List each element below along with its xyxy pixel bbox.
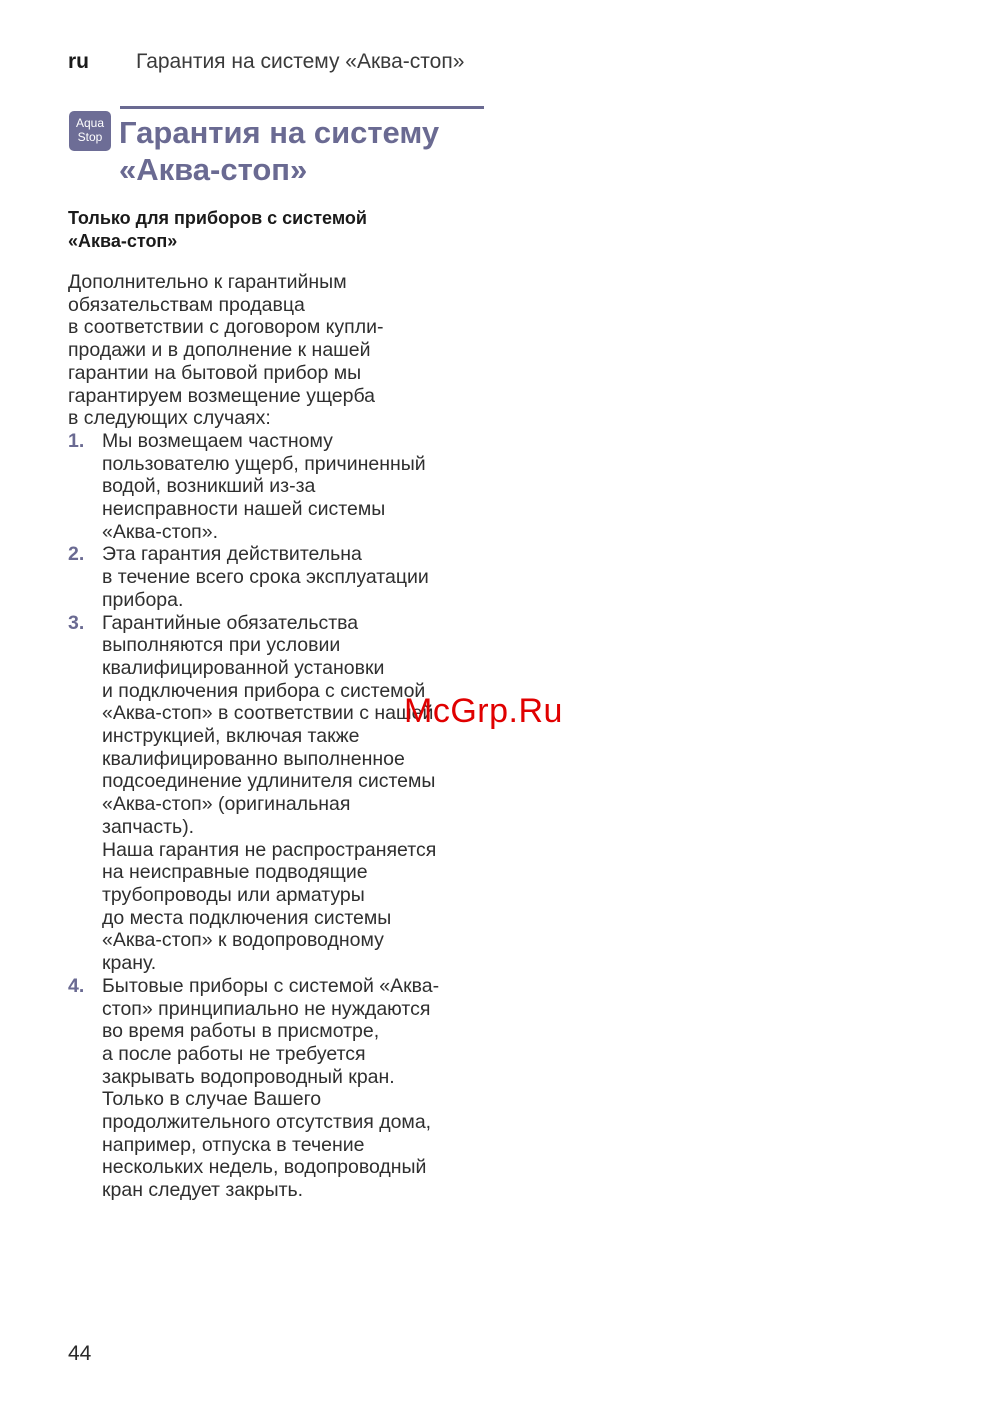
intro-line: в следующих случаях:: [68, 407, 271, 430]
list-line: до места подключения системы: [102, 906, 392, 929]
list-line: трубопроводы или арматуры: [102, 883, 365, 906]
badge-line-stop: Stop: [77, 130, 103, 144]
list-line: в течение всего срока эксплуатации: [102, 566, 429, 589]
subheading-line-2: «Аква-стоп»: [68, 231, 178, 251]
list-item-4: [68, 975, 508, 1202]
list-line: квалифицированно выполненное: [102, 747, 405, 770]
list-line: «Аква-стоп» к водопроводному: [102, 929, 384, 952]
list-line: во время работы в присмотре,: [102, 1020, 380, 1043]
list-line: неисправности нашей системы: [102, 498, 386, 521]
list-line: Только в случае Вашего: [102, 1088, 322, 1111]
list-line: водой, возникший из-за: [102, 475, 316, 498]
language-code: ru: [68, 50, 89, 73]
list-line: Мы возмещаем частному: [102, 429, 333, 452]
subheading-line-1: Только для приборов с системой: [68, 208, 367, 228]
intro-paragraph: [68, 271, 508, 430]
list-line: стоп» принципиально не нуждаются: [102, 997, 431, 1020]
subheading: [68, 207, 367, 253]
intro-line: в соответствии с договором купли-: [68, 316, 384, 339]
running-header: [68, 48, 464, 76]
running-header-title: Гарантия на систему «Аква-стоп»: [136, 50, 465, 73]
intro-line: Дополнительно к гарантийным: [68, 271, 347, 293]
list-line: на неисправные подводящие: [102, 861, 368, 884]
list-line: подсоединение удлинителя системы: [102, 770, 436, 793]
list-number: 3.: [68, 611, 85, 634]
intro-line: гарантии на бытовой прибор мы: [68, 361, 362, 384]
list-line: нескольких недель, водопроводный: [102, 1156, 427, 1179]
list-line: крану.: [102, 952, 157, 975]
list-line: Эта гарантия действительна: [102, 543, 362, 566]
list-line: кран следует закрыть.: [102, 1179, 304, 1202]
list-line: «Аква-стоп» в соответствии с нашей: [102, 702, 434, 725]
badge-line-aqua: Aqua: [75, 116, 105, 130]
list-line: и подключения прибора с системой: [102, 679, 426, 702]
list-line: квалифицированной установки: [102, 656, 385, 679]
watermark-text: McGrp.Ru: [404, 692, 563, 730]
list-line: запчасть).: [102, 815, 195, 838]
list-number: 4.: [68, 974, 85, 997]
section-title-line-1: Гарантия на систему: [119, 115, 440, 150]
list-item-2: [68, 543, 508, 611]
title-rule: [120, 106, 484, 109]
list-line: а после работы не требуется: [102, 1042, 366, 1065]
list-line: например, отпуска в течение: [102, 1133, 365, 1156]
list-line: Наша гарантия не распространяется: [102, 838, 437, 861]
aqua-stop-icon: [69, 111, 111, 151]
list-line: Гарантийные обязательства: [102, 611, 359, 634]
intro-line: гарантируем возмещение ущерба: [68, 384, 376, 407]
list-item-3: [68, 612, 508, 975]
intro-line: продажи и в дополнение к нашей: [68, 339, 371, 362]
list-line: продолжительного отсутствия дома,: [102, 1111, 432, 1134]
list-line: «Аква-стоп».: [102, 520, 218, 543]
list-line: прибора.: [102, 588, 184, 611]
list-line: выполняются при условии: [102, 634, 341, 657]
list-line: закрывать водопроводный кран.: [102, 1065, 395, 1088]
list-number: 2.: [68, 543, 85, 566]
intro-line: обязательствам продавца: [68, 293, 305, 316]
body-text: [68, 271, 508, 1202]
list-line: инструкцией, включая также: [102, 725, 360, 748]
page-number: 44: [68, 1342, 92, 1365]
list-line: «Аква-стоп» (оригинальная: [102, 793, 351, 816]
list-item-1: [68, 430, 508, 544]
section-title: [119, 114, 439, 188]
list-line: пользователю ущерб, причиненный: [102, 452, 426, 475]
list-line: Бытовые приборы с системой «Аква-: [102, 974, 440, 997]
list-number: 1.: [68, 429, 85, 452]
section-title-line-2: «Аква-стоп»: [119, 152, 308, 187]
